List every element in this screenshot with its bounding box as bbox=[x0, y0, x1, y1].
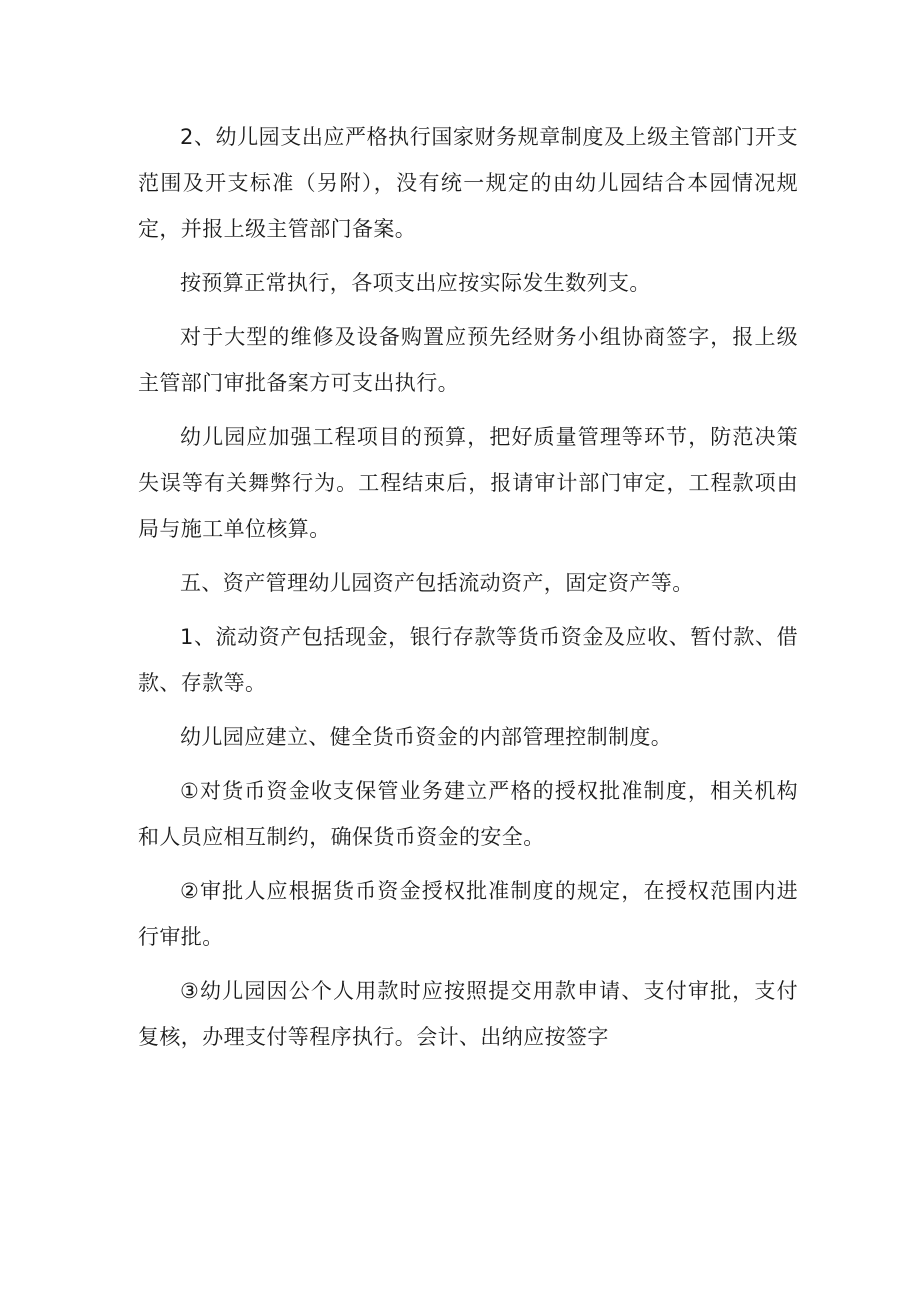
paragraph: 按预算正常执行，各项支出应按实际发生数列支。 bbox=[180, 271, 651, 295]
paragraph: ①对货币资金收支保管业务建立严格的授权批准制度，相关机构和人员应相互制约，确保货币资金的安全。 bbox=[138, 779, 798, 849]
paragraph: 1、流动资产包括现金，银行存款等货币资金及应收、暂付款、借款、存款等。 bbox=[138, 625, 798, 695]
paragraph: 五、资产管理幼儿园资产包括流动资产，固定资产等。 bbox=[180, 571, 694, 595]
paragraph: 幼儿园应建立、健全货币资金的内部管理控制制度。 bbox=[180, 725, 673, 749]
paragraph: 幼儿园应加强工程项目的预算，把好质量管理等环节，防范决策失误等有关舞弊行为。工程结束后，报请审计部门审定，工程款项由局与施工单位核算。 bbox=[138, 425, 798, 541]
document-body bbox=[138, 114, 798, 1060]
paragraph: 对于大型的维修及设备购置应预先经财务小组协商签字，报上级主管部门审批备案方可支出执行。 bbox=[138, 325, 798, 395]
paragraph: ②审批人应根据货币资金授权批准制度的规定，在授权范围内进行审批。 bbox=[138, 879, 798, 949]
paragraph: ③幼儿园因公个人用款时应按照提交用款申请、支付审批，支付复核，办理支付等程序执行。会计、出纳应按签字 bbox=[138, 979, 798, 1049]
paragraph: 2、幼儿园支出应严格执行国家财务规章制度及上级主管部门开支范围及开支标准（另附），没有统一规定的由幼儿园结合本园情况规定，并报上级主管部门备案。 bbox=[138, 125, 798, 241]
